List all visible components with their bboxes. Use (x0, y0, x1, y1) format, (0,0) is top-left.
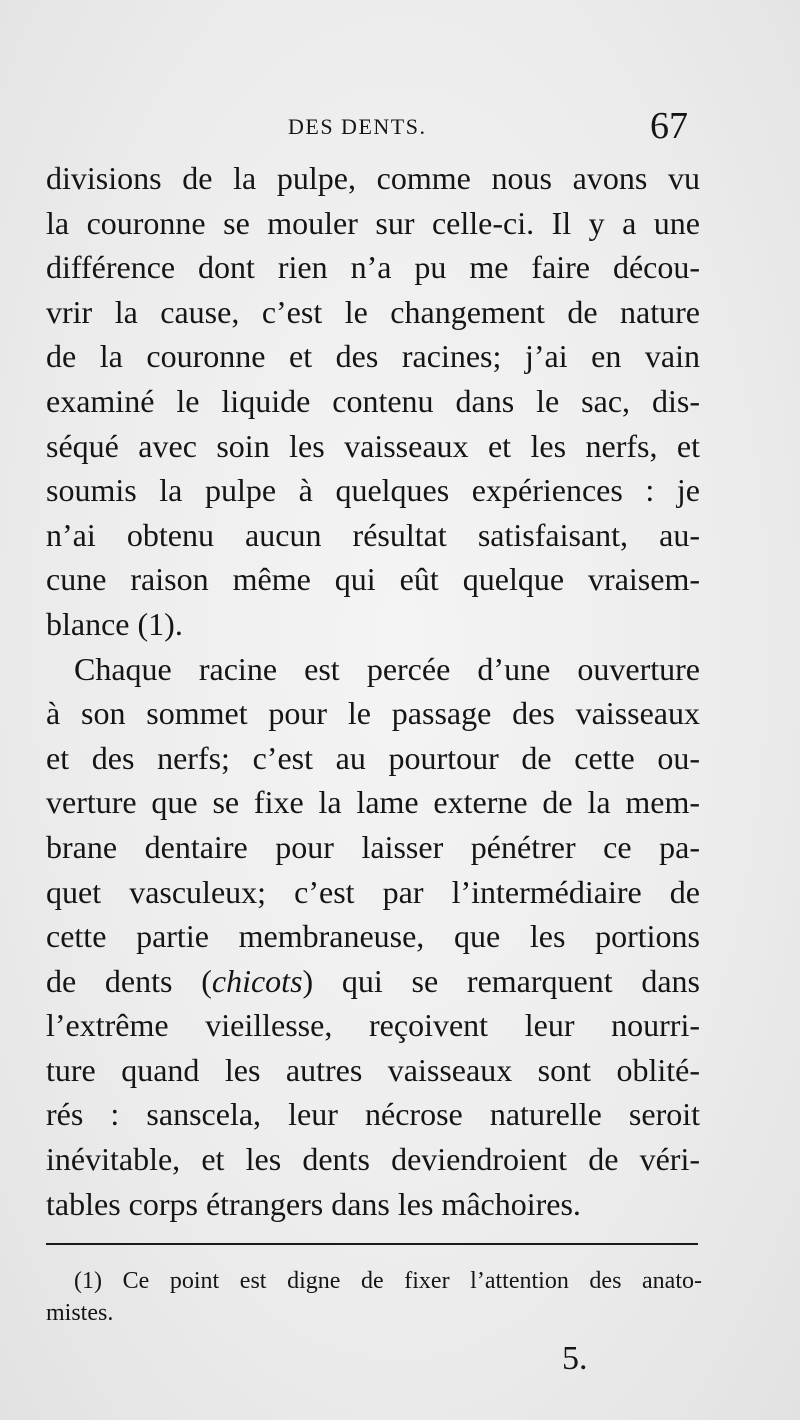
signature-mark: 5. (562, 1340, 588, 1377)
paragraph-start-line: Chaque racine est percée d’une ouverture (74, 650, 700, 687)
text-line: la couronne se mouler sur celle-ci. Il y a une (46, 204, 700, 241)
text-line: brane dentaire pour laisser pénétrer ce pa- (46, 828, 700, 865)
running-title: DES DENTS. (288, 114, 427, 139)
page-number: 67 (650, 105, 688, 147)
footnote-line: (1) Ce point est digne de fixer l’attention des anato- (74, 1268, 702, 1294)
text-line: différence dont rien n’a pu me faire décou- (46, 249, 700, 286)
footnote-line: mistes. (46, 1300, 114, 1326)
text-line: cune raison même qui eût quelque vraisem- (46, 561, 700, 598)
footnote-separator (46, 1243, 698, 1245)
text-line: et des nerfs; c’est au pourtour de cette ou- (46, 739, 700, 776)
text-line: tables corps étrangers dans les mâchoires. (46, 1185, 581, 1222)
text-line: inévitable, et les dents deviendroient de véri- (46, 1141, 700, 1178)
text-line: verture que se fixe la lame externe de la mem- (46, 784, 700, 821)
text-line: rés : sanscela, leur nécrose naturelle seroit (46, 1096, 700, 1133)
page-header (0, 104, 800, 154)
text-line: divisions de la pulpe, comme nous avons vu (46, 160, 700, 196)
text-line: à son sommet pour le passage des vaisseaux (46, 695, 700, 732)
text-segment: ) qui se remarquent dans (302, 962, 701, 999)
footnote (46, 1265, 702, 1329)
text-line: vrir la cause, c’est le changement de nature (46, 293, 700, 330)
text-line: cette partie membraneuse, que les portions (46, 918, 700, 955)
text-segment: de dents ( (46, 962, 212, 999)
text-line: examiné le liquide contenu dans le sac, dis- (46, 382, 700, 419)
body-text (46, 156, 700, 1226)
italic-term: chicots (211, 962, 303, 999)
text-line: n’ai obtenu aucun résultat satisfaisant, au- (46, 516, 700, 553)
text-line: quet vasculeux; c’est par l’intermédiaire de (46, 873, 700, 910)
text-line: de la couronne et des racines; j’ai en vain (46, 338, 700, 375)
text-line: séqué avec soin les vaisseaux et les nerfs, et (46, 427, 700, 464)
text-line: soumis la pulpe à quelques expériences : je (46, 472, 700, 509)
text-line-with-italic (46, 959, 700, 1004)
text-line: blance (1). (46, 605, 183, 642)
text-line: l’extrême vieillesse, reçoivent leur nourri- (46, 1007, 700, 1044)
text-line: ture quand les autres vaisseaux sont oblité- (46, 1051, 700, 1088)
